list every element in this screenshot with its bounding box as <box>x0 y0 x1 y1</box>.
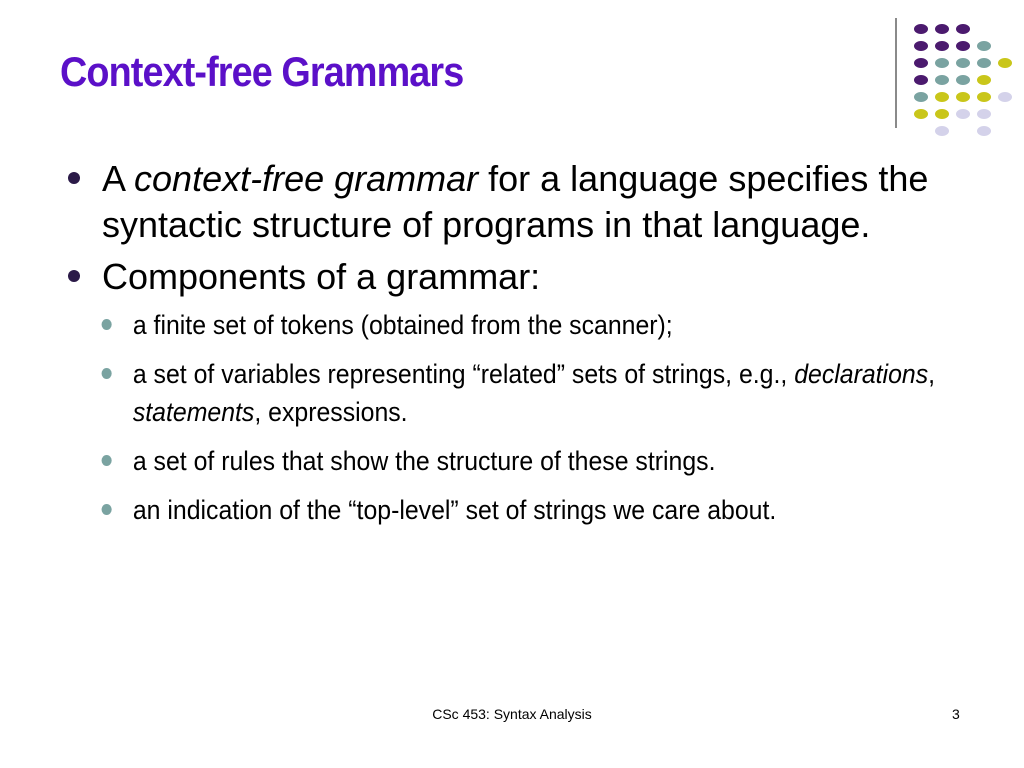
bullet-item <box>62 156 982 248</box>
sub-bullet-text: an indication of the “top-level” set of strings we care about. <box>132 495 777 525</box>
sub-bullet-icon <box>102 319 112 330</box>
decorative-dot <box>956 109 970 119</box>
sub-bullet-text: a set of variables representing “related” sets of strings, e.g., <box>132 359 795 389</box>
decorative-dot <box>914 109 928 119</box>
bullet-text-prefix: A <box>102 158 135 199</box>
slide-title: Context-free Grammars <box>60 48 464 95</box>
bullet-text-emphasis: context-free grammar <box>134 158 479 199</box>
decorative-dot <box>977 58 991 68</box>
decorative-dot <box>956 24 970 34</box>
decorative-dot <box>914 41 928 51</box>
sub-bullet-tail: , expressions. <box>254 397 408 427</box>
bullet-icon <box>68 172 80 184</box>
decorative-dot <box>935 24 949 34</box>
decorative-dot <box>914 92 928 102</box>
sub-bullet-item <box>62 491 961 529</box>
decorative-dot <box>935 41 949 51</box>
slide-body <box>62 156 982 540</box>
sub-bullet-icon <box>102 455 112 466</box>
bullet-text-suffix: for a language specifies the syntactic structure of programs in that language. <box>102 158 929 245</box>
bullet-text: Components of a grammar: <box>102 256 541 297</box>
decorative-dot <box>977 126 991 136</box>
decorative-dot <box>935 92 949 102</box>
sub-bullet-item <box>62 355 961 431</box>
decorative-dot <box>977 109 991 119</box>
footer-caption: CSc 453: Syntax Analysis <box>432 706 592 722</box>
sub-bullet-item <box>62 442 961 480</box>
decorative-dot <box>956 75 970 85</box>
decorative-dot <box>935 75 949 85</box>
sub-bullet-item <box>62 306 961 344</box>
sub-bullet-separator: , <box>928 359 936 389</box>
bullet-item <box>62 254 982 300</box>
decorative-divider-line <box>895 18 897 128</box>
sub-bullet-text: a set of rules that show the structure of these strings. <box>132 446 716 476</box>
decorative-dot <box>956 41 970 51</box>
sub-bullet-emphasis: statements <box>132 397 255 427</box>
decorative-dot <box>914 24 928 34</box>
bullet-icon <box>68 270 80 282</box>
decorative-dot <box>998 92 1012 102</box>
decorative-dot <box>977 75 991 85</box>
decorative-dot <box>956 58 970 68</box>
decorative-dot <box>977 41 991 51</box>
sub-bullet-text: a finite set of tokens (obtained from the scanner); <box>132 310 673 340</box>
decorative-dot <box>935 126 949 136</box>
sub-bullet-emphasis: declarations <box>794 359 929 389</box>
decorative-dot <box>914 75 928 85</box>
decorative-dot <box>956 92 970 102</box>
decorative-dot <box>998 58 1012 68</box>
sub-bullet-icon <box>102 368 112 379</box>
page-number: 3 <box>952 706 960 722</box>
decorative-dot <box>935 109 949 119</box>
decorative-dot <box>935 58 949 68</box>
sub-bullet-icon <box>102 504 112 515</box>
decorative-dot <box>914 58 928 68</box>
decorative-dot <box>977 92 991 102</box>
